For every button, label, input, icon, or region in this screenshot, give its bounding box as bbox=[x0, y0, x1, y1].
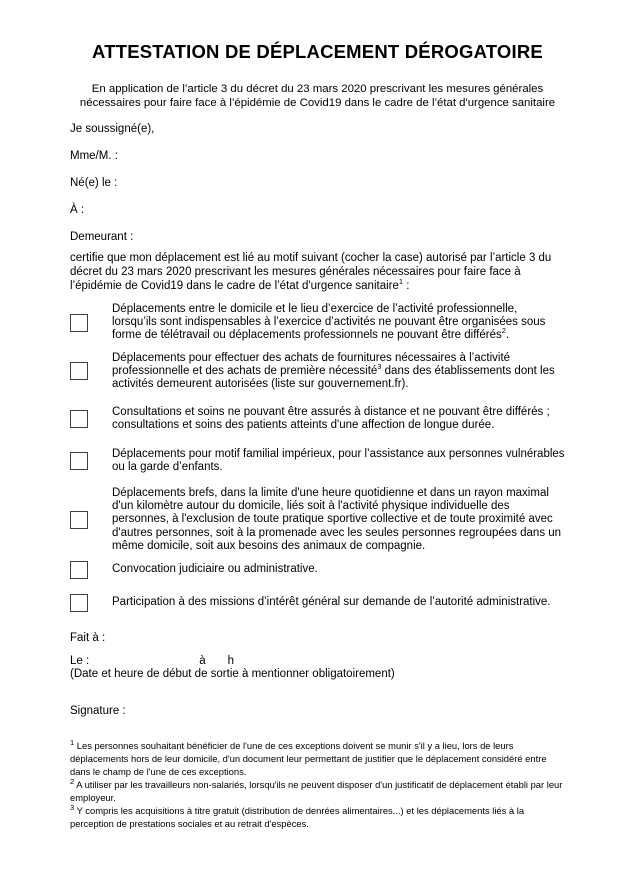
field-label-demeurant: Demeurant : bbox=[70, 231, 134, 243]
footnote-3 bbox=[70, 804, 565, 830]
intro-text: Je soussigné(e), bbox=[70, 123, 155, 135]
reason-1-text-main: Déplacements entre le domicile et le lieu d’exercice de l’activité professionnelle, lorsqu’ils sont indispensables à l’exercice d’activités ne pouvant être organisées sous forme de télétravail ou déplacements professionnels ne pouvant être différés bbox=[112, 303, 546, 342]
reason-3-checkbox[interactable] bbox=[70, 410, 88, 428]
reason-6-text-main: Convocation judiciaire ou administrative. bbox=[112, 563, 318, 576]
reason-1-text-cont: . bbox=[505, 329, 510, 342]
footnote-1-ref: 1 bbox=[70, 737, 75, 747]
reason-1-footnote-ref: 2 bbox=[501, 326, 506, 336]
footnotes-section bbox=[70, 739, 565, 830]
reason-5-checkbox[interactable] bbox=[70, 511, 88, 529]
reason-4-text-main: Déplacements pour motif familial impérieux, pour l’assistance aux personnes vulnérables ou la garde d’enfants. bbox=[112, 447, 565, 473]
date-time-line bbox=[70, 655, 565, 668]
reason-7-text bbox=[112, 596, 551, 609]
certify-text: certifie que mon déplacement est lié au motif suivant (cocher la case) autorisé par l’article 3 du décret du 23 mars 2020 prescrivant les mesures générales nécessaires pour faire face à l’épidémie de Covid19 dans le cadre de l’état d'urgence sanitaire bbox=[70, 252, 552, 292]
footnote-1 bbox=[70, 739, 565, 778]
document-title: ATTESTATION DE DÉPLACEMENT DÉROGATOIRE bbox=[92, 41, 543, 62]
document-subtitle: En application de l’article 3 du décret du 23 mars 2020 prescrivant les mesures générales nécessaires pour faire face à l’épidémie de Covid19 dans le cadre de l’état d'urgence sanitaire bbox=[79, 83, 556, 109]
reason-item-general-interest bbox=[70, 594, 565, 612]
reason-4-checkbox[interactable] bbox=[70, 452, 88, 470]
reason-2-text bbox=[112, 352, 565, 392]
reason-5-text-main: Déplacements brefs, dans la limite d'une heure quotidienne et dans un rayon maximal d'un kilomètre autour du domicile, liés soit à l'activité physique individuelle des personnes, à l'exclusion de toute pratique sportive collective et de toute proximité avec d'autres personnes, soit à la promenade avec les seules personnes regroupées dans un même domicile, soit aux besoins des animaux de compagnie. bbox=[112, 487, 562, 552]
field-label-a: À : bbox=[70, 204, 85, 216]
reason-1-text bbox=[112, 303, 565, 343]
footnote-1-text: Les personnes souhaitant bénéficier de l'une de ces exceptions doivent se munir s'il y a lieu, lors de leurs déplacements hors de leur domicile, d'un document leur permettant de justifier que le déplacement considéré entre dans le champ de l'une de ces exceptions. bbox=[70, 740, 547, 778]
reason-2-checkbox[interactable] bbox=[70, 362, 88, 380]
reason-6-text bbox=[112, 563, 318, 576]
footnote-2-text: A utiliser par les travailleurs non-salariés, lorsqu'ils ne peuvent disposer d'un justificatif de déplacement établi par leur employeur. bbox=[70, 779, 563, 804]
a-label: à bbox=[199, 655, 206, 668]
reason-7-checkbox[interactable] bbox=[70, 594, 88, 612]
certify-paragraph bbox=[70, 251, 565, 293]
reason-2-text-cont: dans des établissements dont les activités demeurent autorisées (liste sur gouvernement.fr). bbox=[112, 364, 555, 391]
fait-a-label: Fait à : bbox=[70, 632, 106, 645]
reason-3-text bbox=[112, 406, 565, 432]
field-label-mme: Mme/M. : bbox=[70, 150, 118, 162]
reason-item-family bbox=[70, 448, 565, 474]
certify-suffix: : bbox=[403, 280, 410, 292]
reason-2-text-main: Déplacements pour effectuer des achats de fournitures nécessaires à l’activité professionnelle et des achats de première nécessité bbox=[112, 351, 511, 377]
date-time-note: (Date et heure de début de sortie à mentionner obligatoirement) bbox=[70, 668, 395, 681]
reason-item-brief-outing bbox=[70, 487, 565, 553]
reason-7-text-main: Participation à des missions d’intérêt général sur demande de l’autorité administrative. bbox=[112, 596, 551, 609]
footnote-2 bbox=[70, 778, 565, 804]
footnote-2-ref: 2 bbox=[70, 776, 75, 786]
reason-item-health bbox=[70, 406, 565, 432]
certify-footnote-ref: 1 bbox=[398, 277, 404, 287]
signature-label: Signature : bbox=[70, 705, 126, 718]
reason-3-text-main: Consultations et soins ne pouvant être assurés à distance et ne pouvant être différés ; consultations et soins des patients atteints d'une affection de longue durée. bbox=[112, 406, 550, 432]
reason-1-checkbox[interactable] bbox=[70, 314, 88, 332]
reason-list bbox=[70, 303, 565, 612]
field-label-ne-le: Né(e) le : bbox=[70, 177, 118, 189]
footnote-3-text: Y compris les acquisitions à titre gratuit (distribution de denrées alimentaires...) et les déplacements liés à la perception de prestations sociales et au retrait d'espèces. bbox=[70, 805, 525, 830]
reason-item-purchases bbox=[70, 352, 565, 392]
h-label: h bbox=[227, 655, 234, 668]
reason-2-footnote-ref: 3 bbox=[377, 361, 382, 371]
reason-item-summons bbox=[70, 561, 565, 579]
reason-4-text bbox=[112, 448, 565, 474]
le-label: Le : bbox=[70, 655, 90, 668]
footnote-3-ref: 3 bbox=[70, 802, 75, 812]
reason-6-checkbox[interactable] bbox=[70, 561, 88, 579]
reason-item-professional bbox=[70, 303, 565, 343]
reason-5-text bbox=[112, 487, 565, 553]
